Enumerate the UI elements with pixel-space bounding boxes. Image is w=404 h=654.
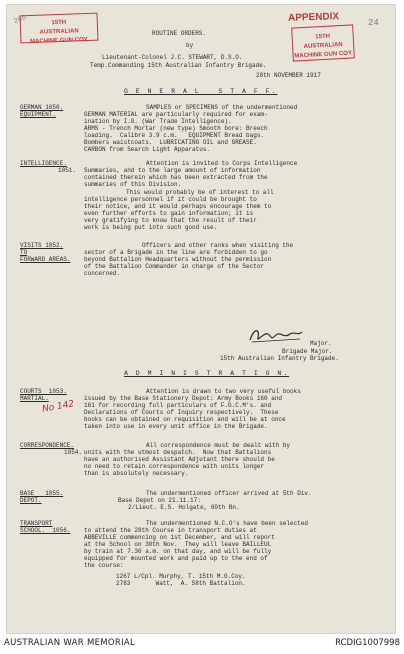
body-line: GERMAN MATERIAL are particularly required for exam- [84,111,268,118]
body-line: The undermentioned N.C.O's have been selected [146,520,309,527]
item-number: 1051. [58,167,77,174]
body-line: Attention is invited to Corps Intelligence [146,160,298,167]
item-title: CORRESPONDENCE. [20,442,75,449]
item-title: BASE 1055. [20,490,64,497]
stamp-text: AUSTRALIAN [39,28,79,36]
signoff-rank: Major. [310,340,332,347]
unit-stamp-right [291,24,355,61]
nominal-roll-line: 2783 Watt, A. 58th Battalion. [116,580,246,587]
body-line: the course: [84,562,124,569]
item-title: VISITS 1052. [20,242,64,249]
body-line: 2/Lieut. E.S. Holgate, 60th Bn. [128,504,240,511]
item-title: GERMAN 1050. [20,104,64,111]
appendix-label: APPENDIX [287,11,340,24]
section-heading: G E N E R A L S T A F F. [124,88,278,95]
signature [246,326,306,346]
body-line: This would probably be of interest to all [126,189,274,196]
item-title: COURTS 1053. [20,388,67,395]
body-line: units with the utmost despatch. Now that Battalions [84,449,272,456]
body-line: ABBEVILLE commencing on 1st December, and will report [84,534,275,541]
body-line: The undermentioned officer arrived at 5th Div. [146,490,312,497]
item-title: DEPOT. [20,497,42,504]
nominal-roll-line: 1267 L/Cpl. Murphy, T. 15th M.G.Coy. [116,573,246,580]
body-line: CARBON from Search Light Apparatus. [84,146,211,153]
body-line: than is absolutely necessary. [84,470,189,477]
body-line: no need to retain correspondence with units longer [84,463,265,470]
body-line: beyond Battalion Headquarters without the permission [84,256,272,263]
section-heading: A D M I N I S T R A T I O N. [124,370,290,377]
body-line: SAMPLES or SPECIMENS of the undermentioned [146,104,298,111]
item-title: SCHOOL. 1056. [20,527,71,534]
body-line: of the Battalion Commander in charge of the Sector [84,263,265,270]
stamp-text: MACHINE GUN COY. [30,36,89,46]
item-title: TO [20,249,28,256]
item-number: 1054. [64,449,83,456]
signoff-formation: 15th Australian Infantry Brigade. [220,355,339,362]
body-line: sector of a Brigade in the line are forbidden to go [84,249,268,256]
item-title: TRANSPORT [20,520,53,527]
body-line: summaries of this Division. [84,181,182,188]
archive-name: AUSTRALIAN WAR MEMORIAL [4,638,136,648]
body-line: Declarations of Courts of Inquiry respectively. These [84,409,279,416]
stamp-text: MACHINE GUN COY. [294,50,354,60]
body-line: Bombers waistcoats. LUBRICATING OIL and GREASE. [84,139,257,146]
body-line: books can be obtained on requisition and will be at once [84,416,286,423]
item-title: FORWARD AREAS. [20,256,71,263]
body-line: contained therein which has been extracted from the [84,174,268,181]
body-line: equipped for mounted work and paid up to the end of [84,555,268,562]
body-line: Base Depot on 21.11.17: [118,497,201,504]
archive-reference: RCDIG1007998 [335,638,400,648]
stamp-text: 15TH [51,19,67,27]
by-line: by [186,42,194,49]
body-line: Summaries, and to the large amount of information [84,167,261,174]
body-line: intelligence personnel if it could be brought to [84,196,257,203]
body-line: Officers and other ranks when visiting the [142,242,294,249]
body-line: at the School on 30th Nov. They will leave BAILLEUL [84,541,272,548]
body-line: loading. Calibre 3.9 c.m. EQUIPMENT Bread bags. [84,132,265,139]
stamp-text: AUSTRALIAN [303,41,343,51]
handwritten-annotation: No 142 [41,399,75,415]
body-line: 161 for recording full particulars of F.G.C.M's. and [84,402,272,409]
stamp-text: 15TH [315,33,331,41]
corner-number: 265 [13,14,28,26]
document-title: ROUTINE ORDERS. [152,30,207,37]
item-title: EQUIPMENT. [20,111,57,118]
body-line: to attend the 28th Course in transport duties at [84,527,257,534]
body-line: have an authorised Assistant Adjutant there should be [84,456,275,463]
body-line: very gratifying to know that the result of their [84,217,257,224]
body-line: ination by I.G. (War Trade Intelligence). [84,118,232,125]
body-line: taken into use in every unit office in the Brigade. [84,423,268,430]
document-page [6,4,396,634]
archive-footer [0,636,404,654]
item-title: INTELLIGENCE. [20,160,67,167]
body-line: their notice, and it would perhaps encourage them to [84,203,272,210]
body-line: work is being put into such good use. [84,224,218,231]
body-line: issued by the Base Stationery Depot: Army Books 160 and [84,395,283,402]
body-line: concerned. [84,270,121,277]
folio-number: 24 [368,18,379,28]
body-line: even further efforts to gain information; it is [84,210,254,217]
body-line: All correspondence must be dealt with by [146,442,291,449]
signoff-appointment: Brigade Major. [282,348,333,355]
order-date: 28th NOVEMBER 1917 [256,72,321,79]
body-line: Attention is drawn to two very useful books [146,388,301,395]
body-line: ARMS - Trench Mortar (new type) Smooth bore: Breech [84,125,268,132]
body-line: by train at 7.30 a.m. on that day, and will be fully [84,548,272,555]
commander-line: Temp.Commanding 15th Australian Infantry Brigade. [90,62,267,69]
unit-stamp-left [20,13,99,44]
commander-line: Lieutenant-Colonel J.C. STEWART, D.S.O. [102,54,243,61]
item-title: MARTIAL. [20,395,49,402]
